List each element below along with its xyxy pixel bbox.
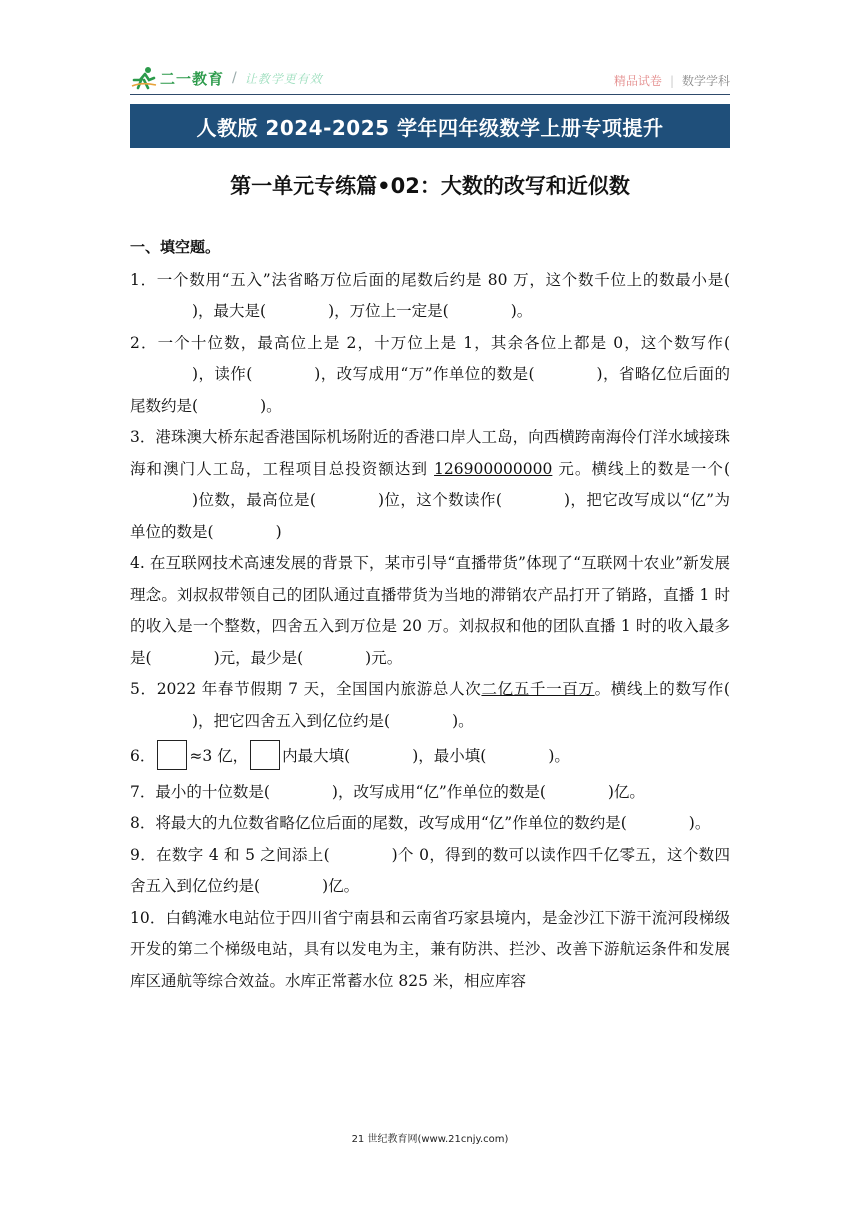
question-2 — [130, 328, 730, 423]
header-tags — [614, 72, 730, 89]
q4-text: )元，最少是( — [213, 648, 304, 667]
section-title: 一、填空题。 — [130, 238, 221, 256]
q8-text: 8．将最大的九位数省略亿位后面的尾数，改写成用“亿”作单位的数约是( — [130, 814, 627, 832]
q4-text: )元。 — [365, 648, 403, 667]
q3-text: )位数，最高位是( — [192, 491, 316, 509]
q10-text: 10．白鹤滩水电站位于四川省宁南县和云南省巧家县境内，是金沙江下游干流河段梯级开发的第二个梯级电站，具有以发电为主，兼有防洪、拦沙、改善下游航运条件和发展库区通航等综合效益。水库正常蓄水位 825 米，相应库容 — [130, 908, 730, 990]
q6-text: )，最小填( — [412, 747, 487, 765]
premium-tag: 精品试卷 — [613, 74, 662, 88]
q1-text: 1．一个数用“五入”法省略万位后面的尾数后约是 80 万，这个数千位上的数最小是( — [130, 270, 730, 289]
q2-text: )，改写成用“万”作单位的数是( — [314, 365, 535, 383]
underlined-number: 二亿五千一百万 — [481, 680, 595, 698]
q9-text: )个 0，得到的数可以读作四千亿零五，这个数四舍五入到亿位约是( — [130, 845, 731, 895]
q2-text: 2．一个十位数，最高位上是 2，十万位上是 1，其余各位上都是 0，这个数写作( — [130, 333, 730, 352]
q3-text: ) — [275, 522, 282, 541]
question-10 — [130, 903, 730, 998]
subject-tag: 数学学科 — [681, 74, 730, 88]
question-5 — [130, 674, 730, 737]
q2-text: )。 — [260, 396, 282, 415]
page-footer: 21 世纪教育网(www.21cnjy.com) — [351, 1134, 509, 1145]
q5-text: 。横线上的数写作( — [594, 680, 730, 698]
question-6 — [130, 741, 730, 773]
q3-text: )，把它改写成以“亿”为单位的数是( — [130, 491, 730, 541]
logo-text: 二一教育 — [160, 69, 225, 88]
q5-text: )，把它四舍五入到亿位约是( — [192, 711, 391, 730]
question-7 — [130, 777, 730, 809]
question-list — [130, 232, 730, 997]
page-header — [130, 64, 730, 94]
q3-text: )位，这个数读作( — [377, 491, 502, 509]
logo-divider: / — [232, 70, 237, 86]
q6-text: ≈3 亿， — [189, 747, 249, 765]
logo-slogan: 让教学更有效 — [244, 71, 323, 86]
q5-text: 5．2022 年春节假期 7 天，全国国内旅游总人次 — [130, 680, 482, 698]
q3-text: 元。横线上的数是一个( — [552, 459, 730, 478]
tag-separator: | — [669, 73, 674, 88]
page-subtitle: 第一单元专练篇•02：大数的改写和近似数 — [230, 174, 630, 198]
logo — [130, 66, 323, 90]
q2-text: )，读作( — [192, 365, 253, 383]
q7-text: )亿。 — [607, 782, 645, 801]
q1-text: )，最大是( — [192, 302, 267, 320]
question-9 — [130, 840, 730, 903]
q4-text: 4. 在互联网技术高速发展的背景下，某市引导“直播带货”体现了“互联网十农业”新发展理念。刘叔叔带领自己的团队通过直播带货为当地的滞销农产品打开了销路，直播 1 时的收入是一个整数，四舍五入到万位是 20 万。刘叔叔和他的团队直播 1 时的收入最多是( — [130, 554, 730, 667]
question-3 — [130, 422, 730, 548]
q6-text: )。 — [548, 747, 570, 765]
question-4 — [130, 548, 730, 674]
q6-text: 内最大填( — [282, 747, 351, 765]
running-man-logo-icon — [130, 66, 158, 90]
q2-text: )，省略亿位后面的尾数约是( — [130, 365, 730, 415]
q9-text: )亿。 — [322, 877, 360, 895]
underlined-number: 126900000000 — [434, 459, 553, 478]
q1-text: )，万位上一定是( — [328, 302, 449, 320]
q6-text: 6． — [130, 747, 156, 765]
answer-box — [157, 740, 187, 770]
header-divider — [130, 94, 730, 95]
q7-text: 7．最小的十位数是( — [130, 782, 270, 801]
q1-text: )。 — [510, 302, 533, 320]
title-banner — [130, 104, 730, 148]
answer-box — [250, 740, 280, 770]
q7-text: )，改写成用“亿”作单位的数是( — [331, 782, 546, 801]
q9-text: 9．在数字 4 和 5 之间添上( — [130, 845, 330, 864]
banner-title: 人教版 2024-2025 学年四年级数学上册专项提升 — [196, 115, 664, 140]
q8-text: )。 — [688, 814, 711, 832]
q3-text: 3．港珠澳大桥东起香港国际机场附近的香港口岸人工岛，向西横跨南海伶仃洋水域接珠海和澳门人工岛，工程项目总投资额达到 — [130, 428, 730, 478]
question-1 — [130, 265, 730, 328]
q5-text: )。 — [452, 711, 474, 730]
question-8 — [130, 808, 730, 840]
